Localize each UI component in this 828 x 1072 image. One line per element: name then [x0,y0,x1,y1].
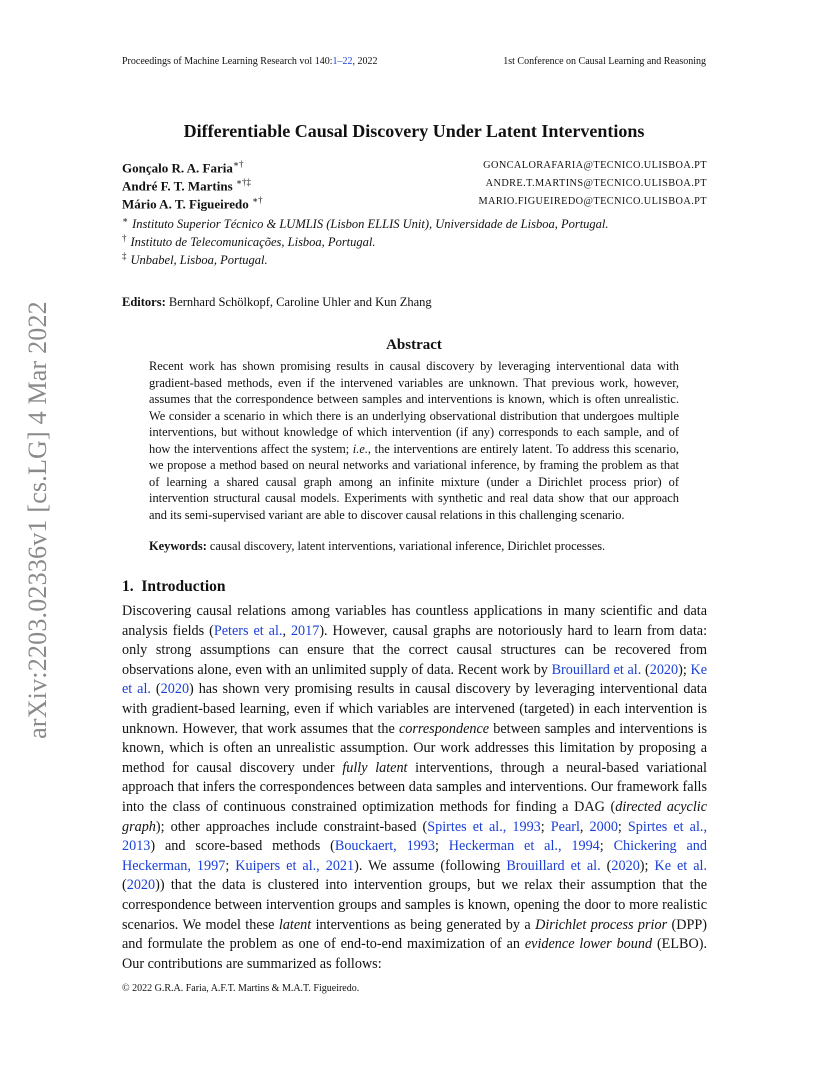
citation-link[interactable]: Spirtes et al., 2013 [122,818,707,855]
citation-link[interactable]: 2020 [126,877,156,894]
citation-link[interactable]: 2020 [611,857,640,874]
author-name: Mário A. T. Figueiredo ∗† [122,195,263,212]
citation-link[interactable]: 2000 [589,818,618,835]
citation-link[interactable]: 2020 [649,661,679,678]
citation-link[interactable]: Peters et al. [213,622,283,639]
paper-title: Differentiable Causal Discovery Under Latent Interventions [183,121,645,141]
editors-line: Editors: Bernhard Schölkopf, Caroline Uhler and Kun Zhang [122,295,432,309]
affiliation: ‡ Unbabel, Lisboa, Portugal. [122,251,268,268]
arxiv-stamp: arXiv:2203.02336v1 [cs.LG] 4 Mar 2022 [23,301,52,739]
author-name: Gonçalo R. A. Faria∗† [122,159,244,176]
citation-link[interactable]: Heckerman et al., 1994 [448,838,600,855]
citation-link[interactable]: Pearl [550,818,580,835]
intro-paragraph: Discovering causal relations among variables has countless applications in many scientific and data analysis fields (Peters et al., 2017). However, causal graphs are notoriously hard to learn from data: only strong assumptions can ensure that the correct causal structures can be recovered from observations alone, even with an unlimited supply of data. Recent work by Brouillard et al. (2020); Ke et al. (2020) has shown very promising results in causal discovery by leveraging interventional data with gradient-based learning, even if which variables are intervened (targeted) in each intervention is unknown. However, that work assumes that the correspondence between samples and interventions is known, which is often an unrealistic assumption. Our work addresses this limitation by proposing a method for causal discovery under fully latent interventions, through a neural-based variational approach that infers the correspondences between data samples and interventions. Our framework falls into the class of continuous constrained optimization methods for finding a DAG (directed acyclic graph); other approaches include constraint-based (Spirtes et al., 1993; Pearl, 2000; Spirtes et al., 2013) and score-based methods (Bouckaert, 1993; Heckerman et al., 1994; Chickering and Heckerman, 1997; Kuipers et al., 2021). We assume (following Brouillard et al. (2020); Ke et al. (2020)) that the data is clustered into intervention groups, but we relax their assumption that the correspondence between intervention groups and samples is known, opening the door to more realistic scenarios. We model these latent interventions as being generated by a Dirichlet process prior (DPP) and formulate the problem as one of end-to-end maximization of an evidence lower bound (ELBO). Our contributions are summarized as follows: [122,603,708,972]
citation-link[interactable]: Brouillard et al. [506,857,601,874]
affiliation: ∗ Instituto Superior Técnico & LUMLIS (Lisbon ELLIS Unit), Universidade de Lisboa, Portugal. [122,215,609,232]
author-name: André F. T. Martins ∗†‡ [122,177,252,194]
author-email[interactable]: ANDRE.T.MARTINS@TECNICO.ULISBOA.PT [485,178,707,189]
section-heading: 1. Introduction [122,578,226,595]
citation-link[interactable]: 2020 [160,681,190,698]
running-header-left: Proceedings of Machine Learning Research vol 140:1–22, 2022 [122,56,378,67]
citation-link[interactable]: Brouillard et al. [551,661,642,678]
citation-link[interactable]: Spirtes et al., 1993 [427,818,541,835]
abstract-body: Recent work has shown promising results in causal discovery by leveraging interventional data with gradient-based methods, even if the intervened variables are unknown. That previous work, however, assumes that the correspondence between samples and interventions is known, which is often unrealistic. We consider a scenario in which there is an underlying observational distribution that undergoes multiple interventions, but without knowledge of which intervention (if any) corresponds to each sample, and of how the interventions affect the system; i.e., the interventions are entirely latent. To address this scenario, we propose a method based on neural networks and variational inference, by framing the problem as that of learning a shared causal graph among an infinite mixture (under a Dirichlet process prior) of intervention structural causal models. Experiments with synthetic and real data show that our approach and its semi-supervised variant are able to discover causal relations in this challenging scenario. [149,359,679,522]
affiliation: † Instituto de Telecomunicações, Lisboa, Portugal. [122,233,376,250]
author-row [122,159,707,177]
author-row [122,177,707,195]
author-row [122,195,707,213]
citation-link[interactable]: Bouckaert, 1993 [334,838,435,855]
citation-link[interactable]: Ke et al. [654,857,708,874]
citation-link[interactable]: Kuipers et al., 2021 [235,857,355,874]
citation-link[interactable]: 2017 [290,622,320,639]
copyright-footer: © 2022 G.R.A. Faria, A.F.T. Martins & M.A.T. Figueiredo. [122,983,360,994]
pages-link[interactable]: 1–22 [332,56,353,67]
citation-link[interactable]: Ke et al. [122,661,707,698]
author-email[interactable]: MARIO.FIGUEIREDO@TECNICO.ULISBOA.PT [478,196,707,207]
citation-link[interactable]: Chickering and Heckerman, 1997 [122,838,707,874]
abstract-heading: Abstract [386,337,442,353]
keywords-line: Keywords: causal discovery, latent interventions, variational inference, Dirichlet processes. [149,539,606,553]
running-header-right: 1st Conference on Causal Learning and Reasoning [503,56,706,67]
author-email[interactable]: GONCALORAFARIA@TECNICO.ULISBOA.PT [483,160,707,171]
